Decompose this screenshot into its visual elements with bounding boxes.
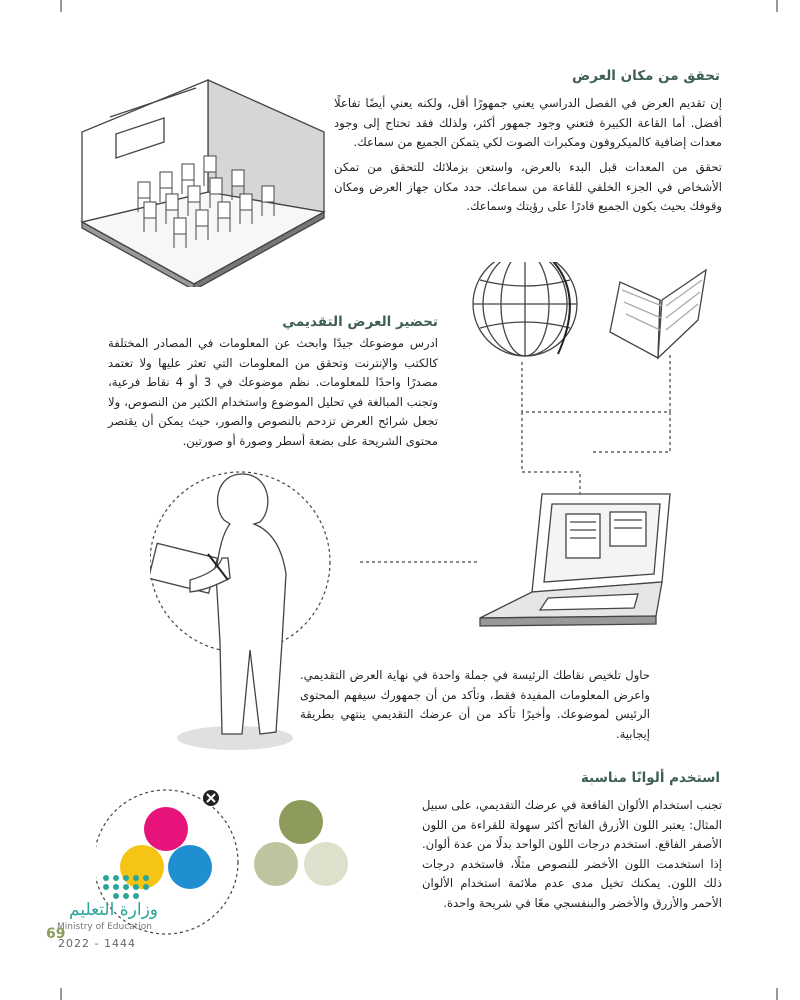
colors-heading: استخدم ألوانًا مناسبة [580,770,720,786]
year-label: 2022 - 1444 [58,937,136,950]
crop-mark [60,988,62,1000]
colors-paragraph: تجنب استخدام الألوان الفاقعة في عرضك التقديمي، على سبيل المثال: يعتبر اللون الأزرق الفاتح أكثر سهولة للقراءة من اللون الأصفر الفاقع. استخدم درجات اللون الواحد بدلًا من عدة ألوان. إذا استخدمت اللون الأخضر للنصوص مثلًا، فاستخدم درجات ذلك اللون. يمكنك تخيل مدى عدم ملائمة استخدام الألوان الأحمر والأزرق والأخضر والبنفسجي معًا في شريحة واحدة. [422,798,722,910]
venue-paragraph-2: تحقق من المعدات قبل البدء بالعرض، واستعن بزملائك للتحقق من تمكن الأشخاص في الجزء الخلفي للقاعة من سماعك. حدد مكان جهاز العرض ومكان وقوفك بحيث يكون الجميع قادرًا على رؤيتك وسماعك. [334,160,722,214]
venue-paragraph-1: إن تقديم العرض في الفصل الدراسي يعني جمهورًا أقل، ولكنه يعني أيضًا تفاعلًا أفضل. أما القاعة الكبيرة فتعني وجود جمهور أكثر، ولذلك فقد تحتاج إلى وجود معدات إضافية كالميكروفون ومكبرات الصوت لكي يتمكن الجميع من سماعك. [334,96,722,150]
book-icon [610,270,706,358]
light-green-swatch [304,842,348,886]
person-icon [150,474,293,750]
classroom-illustration [78,72,328,287]
magenta-swatch [144,807,188,851]
crop-mark [776,0,778,12]
page-number: 69 [46,926,66,942]
preparation-paragraph: ادرس موضوعك جيدًا وابحث عن المعلومات في المصادر المختلفة كالكتب والإنترنت وتحقق من المعلومات التي تعثر عليها ولا تعتمد مصدرًا واحدًا للمعلومات. نظم موضوعك في 3 أو 4 نقاط فرعية، وتجنب المبالغة في تحليل الموضوع واستخدام الكثير من النصوص، ولا تجعل شرائح العرض تزدحم بالنصوص والصور، حيث يمكن أن يقتصر محتوى الشريحة على بضعة أسطر وصورة أو صورتين. [108,336,438,448]
ministry-name-english: Ministry of Education [57,922,152,932]
ministry-name-arabic: وزارة التعليم [69,900,158,920]
dark-green-swatch [279,800,323,844]
crop-mark [60,0,62,12]
globe-icon [473,262,577,356]
summary-paragraph: حاول تلخيص نقاطك الرئيسة في جملة واحدة في نهاية العرض التقديمي. واعرض المعلومات المفيدة فقط، وتأكد من أن جمهورك سيفهم المحتوى الرئيس لموضوعك. وأخيرًا تأكد من أن عرضك التقديمي ينتهي بطريقة إيجابية. [300,668,650,741]
mid-green-swatch [254,842,298,886]
preparation-heading: تحضير العرض التقديمي [282,314,438,330]
laptop-icon [480,494,670,626]
crop-mark [776,988,778,1000]
venue-heading: تحقق من مكان العرض [572,68,720,84]
blue-swatch [168,845,212,889]
ministry-logo-dots [98,872,158,902]
